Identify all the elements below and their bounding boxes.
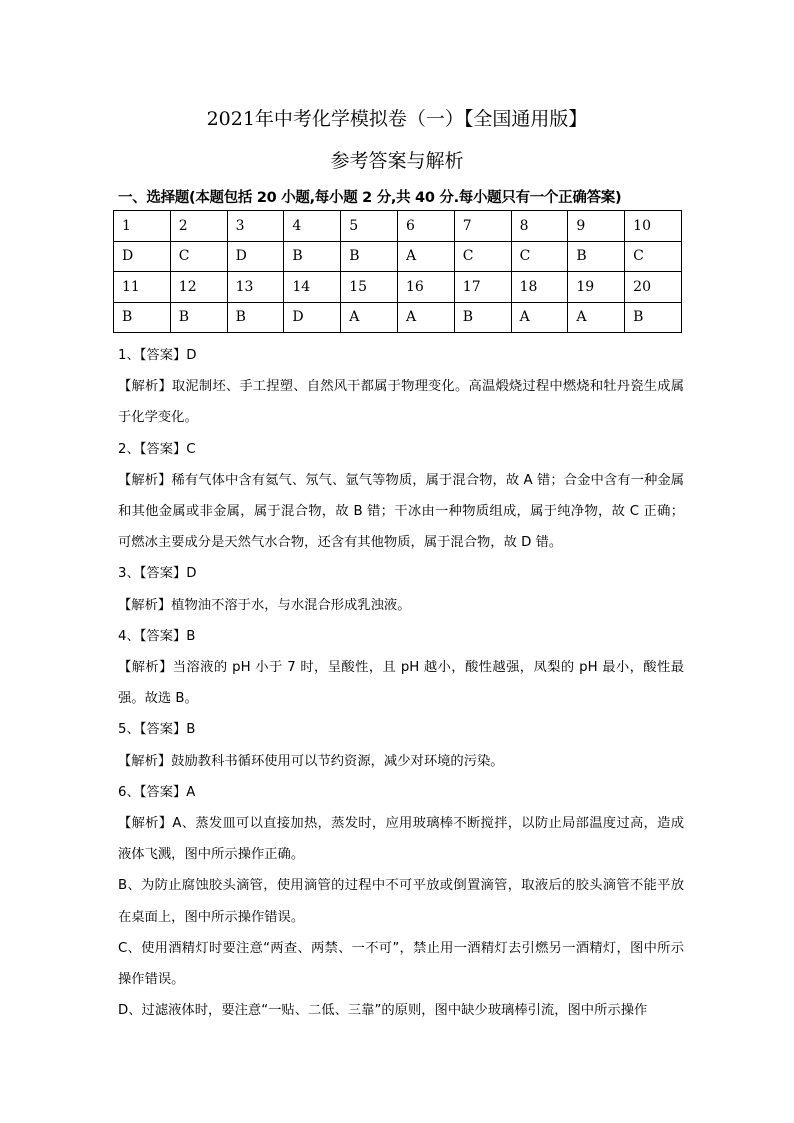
table-cell: 10	[625, 211, 682, 242]
table-cell: 3	[227, 211, 284, 242]
table-cell: A	[511, 302, 568, 333]
q3-answer: 3、【答案】D	[118, 566, 197, 582]
explanations	[118, 340, 684, 1026]
table-cell: 13	[227, 272, 284, 303]
table-cell: A	[397, 302, 454, 333]
q2-answer: 2、【答案】C	[118, 441, 196, 457]
q6-analysis-a: 【解析】A、蒸发皿可以直接加热，蒸发时，应用玻璃棒不断搅拌，以防止局部温度过高，造成液体飞溅，图中所示操作正确。	[118, 816, 684, 863]
table-cell: 4	[284, 211, 341, 242]
table-cell: C	[454, 241, 511, 272]
table-cell: 11	[114, 272, 171, 303]
table-cell: B	[454, 302, 511, 333]
table-cell: 1	[114, 211, 171, 242]
table-cell: D	[284, 302, 341, 333]
table-cell: 20	[625, 272, 682, 303]
q5-answer: 5、【答案】B	[118, 722, 196, 738]
table-cell: D	[114, 241, 171, 272]
table-cell: A	[397, 241, 454, 272]
table-cell: 17	[454, 272, 511, 303]
table-cell: 12	[170, 272, 227, 303]
table-cell: C	[511, 241, 568, 272]
table-cell: 5	[341, 211, 398, 242]
table-row	[114, 302, 682, 333]
table-cell: B	[114, 302, 171, 333]
table-cell: B	[284, 241, 341, 272]
table-cell: A	[568, 302, 625, 333]
page-title: 2021年中考化学模拟卷（一）【全国通用版】	[206, 108, 588, 130]
q3-analysis: 【解析】植物油不溶于水，与水混合形成乳浊液。	[118, 597, 411, 613]
table-cell: B	[625, 302, 682, 333]
page-subtitle: 参考答案与解析	[330, 150, 464, 172]
table-row	[114, 211, 682, 242]
table-cell: C	[625, 241, 682, 272]
q5-analysis: 【解析】鼓励教科书循环使用可以节约资源，减少对环境的污染。	[118, 753, 504, 769]
q6-analysis-b: B、为防止腐蚀胶头滴管，使用滴管的过程中不可平放或倒置滴管，取液后的胶头滴管不能平放在桌面上，图中所示操作错误。	[118, 878, 684, 925]
q4-analysis: 【解析】当溶液的 pH 小于 7 时，呈酸性，且 pH 越小，酸性越强，凤梨的 pH 最小，酸性最强。故选 B。	[118, 660, 684, 707]
q2-analysis: 【解析】稀有气体中含有氦气、氖气、氩气等物质，属于混合物，故 A 错；合金中含有一种金属和其他金属或非金属，属于混合物，故 B 错；干冰由一种物质组成，属于纯净物，故 C 正确；可燃冰主要成分是天然气水合物，还含有其他物质，属于混合物，故 D 错。	[118, 472, 684, 551]
table-cell: B	[170, 302, 227, 333]
table-cell: 2	[170, 211, 227, 242]
table-row	[114, 272, 682, 303]
q4-answer: 4、【答案】B	[118, 628, 196, 644]
table-cell: 7	[454, 211, 511, 242]
table-cell: B	[568, 241, 625, 272]
q6-answer: 6、【答案】A	[118, 784, 196, 800]
table-cell: C	[170, 241, 227, 272]
q6-analysis-d: D、过滤液体时，要注意“一贴、二低、三靠”的原则，图中缺少玻璃棒引流，图中所示操作	[118, 1003, 648, 1019]
table-cell: 16	[397, 272, 454, 303]
table-cell: B	[341, 241, 398, 272]
table-cell: B	[227, 302, 284, 333]
table-cell: 18	[511, 272, 568, 303]
table-cell: 9	[568, 211, 625, 242]
table-cell: A	[341, 302, 398, 333]
q6-analysis-c: C、使用酒精灯时要注意“两查、两禁、一不可”，禁止用一酒精灯去引燃另一酒精灯，图中所示操作错误。	[118, 940, 684, 988]
table-cell: 8	[511, 211, 568, 242]
table-cell: 6	[397, 211, 454, 242]
section-heading: 一、选择题(本题包括 20 小题,每小题 2 分,共 40 分.每小题只有一个正确答案)	[118, 190, 622, 206]
q1-analysis: 【解析】取泥制坯、手工捏塑、自然风干都属于物理变化。高温煅烧过程中燃烧和牡丹瓷生成属于化学变化。	[118, 379, 684, 426]
q1-answer: 1、【答案】D	[118, 348, 197, 363]
answer-table	[113, 210, 682, 333]
table-cell: D	[227, 241, 284, 272]
table-cell: 19	[568, 272, 625, 303]
table-cell: 14	[284, 272, 341, 303]
table-row	[114, 241, 682, 272]
table-cell: 15	[341, 272, 398, 303]
